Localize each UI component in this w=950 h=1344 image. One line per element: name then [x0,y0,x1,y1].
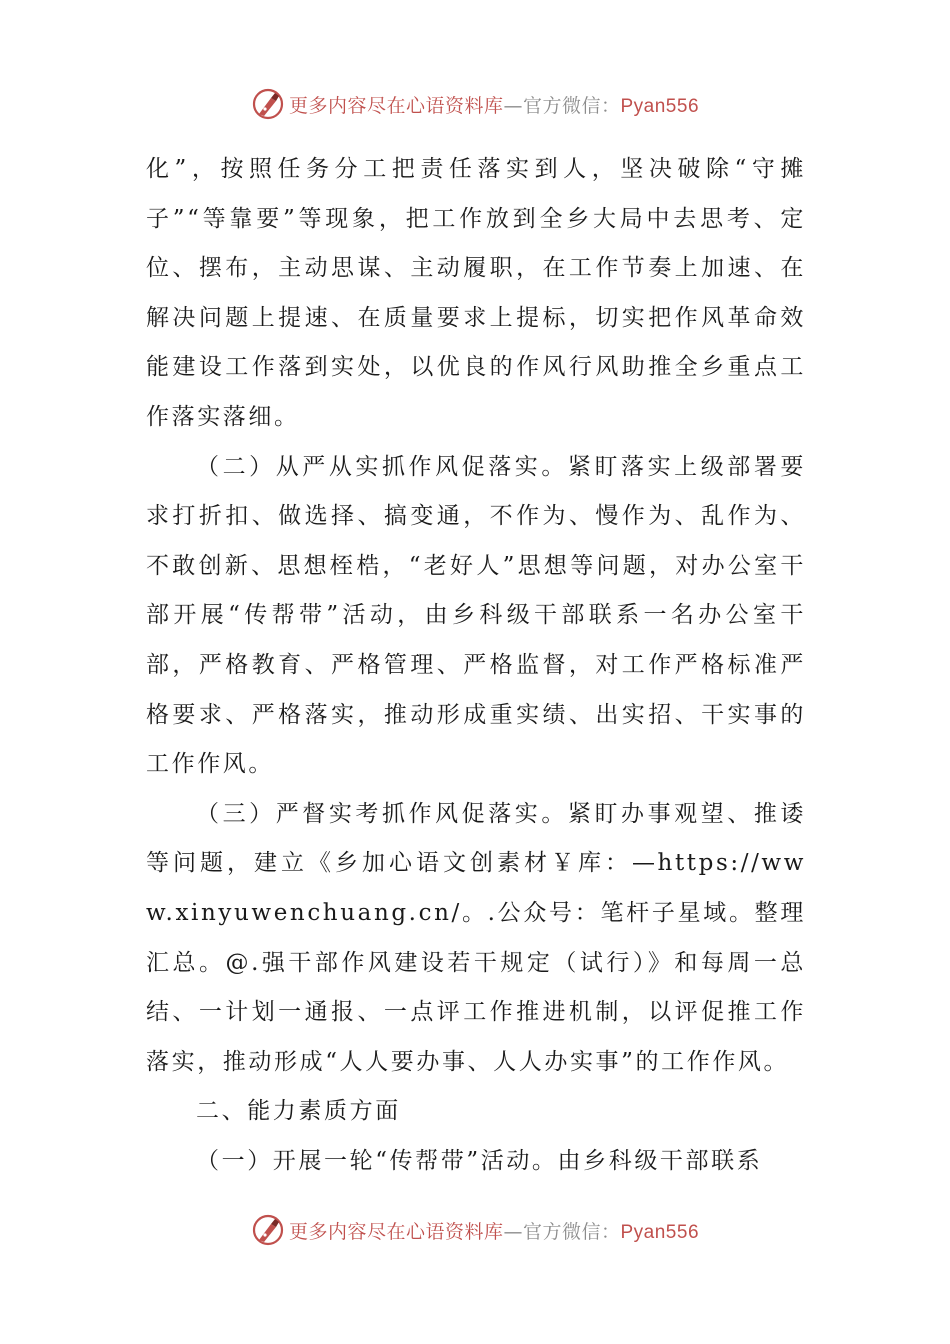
banner-account: Pyan556 [620,95,700,117]
banner-separator: — [503,94,523,117]
paragraph-section-2: （二）从严从实抓作风促落实。紧盯落实上级部署要求打折扣、做选择、搞变通，不作为、慢作为、乱作为、不敢创新、思想桎梏，“老好人”思想等问题，对办公室干部开展“传帮带”活动，由乡科级干部联系一名办公室干部，严格教育、严格管理、严格监督，对工作严格标准严格要求、严格落实，推动形成重实绩、出实招、干实事的工作作风。 [146,453,806,778]
footer-banner [0,1210,950,1250]
pen-nib-logo-icon [251,87,285,121]
document-body [146,145,806,1186]
banner-label: 官方微信： [522,94,621,117]
banner-account: Pyan556 [620,1221,700,1243]
banner-text [289,91,699,118]
banner-separator: — [503,1220,523,1243]
paragraph-ability-1: （一）开展一轮“传帮带”活动。由乡科级干部联系 [196,1147,763,1174]
banner-brand: 更多内容尽在心语资料库 [288,1220,504,1243]
banner-label: 官方微信： [522,1220,621,1243]
header-banner [0,84,950,124]
paragraph-continuation: 化”，按照任务分工把责任落实到人，坚决破除“守摊子”“等靠要”等现象，把工作放到全乡大局中去思考、定位、摆布，主动思谋、主动履职，在工作节奏上加速、在解决问题上提速、在质量要求上提标，切实把作风革命效能建设工作落到实处，以优良的作风行风助推全乡重点工作落实落细。 [146,156,806,430]
paragraph-section-3: （三）严督实考抓作风促落实。紧盯办事观望、推诿等问题，建立《乡加心语文创素材￥库：—https://www.xinyuwenchuang.cn/。.公众号：笔杆子星域。整理汇总。@.强干部作风建设若干规定（试行）》和每周一总结、一计划一通报、一点评工作推进机制，以评促推工作落实，推动形成“人人要办事、人人办实事”的工作作风。 [146,800,806,1075]
banner-brand: 更多内容尽在心语资料库 [288,94,504,117]
section-heading-ability: 二、能力素质方面 [196,1098,401,1125]
pen-nib-logo-icon [251,1213,285,1247]
banner-text [289,1217,699,1244]
